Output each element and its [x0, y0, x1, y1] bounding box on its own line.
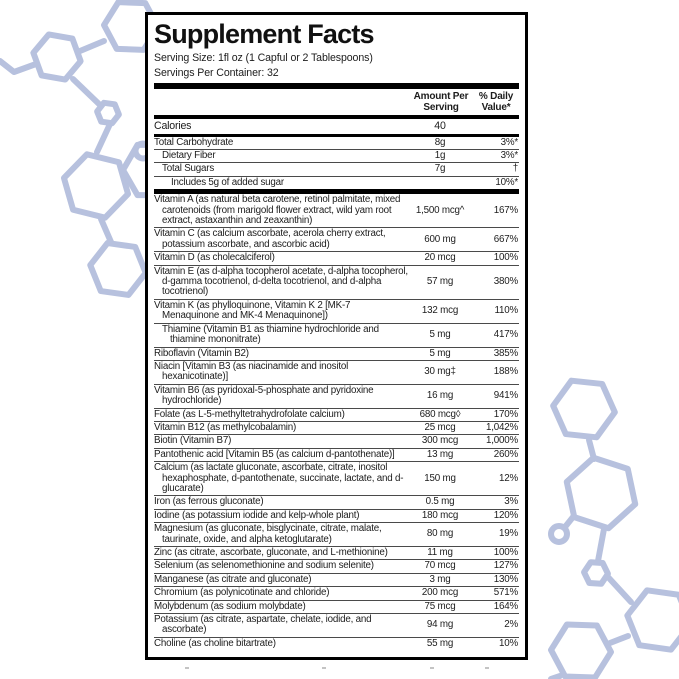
- nutrient-name: Vitamin D (as cholecalciferol): [154, 252, 275, 264]
- nutrient-dv: †: [512, 163, 518, 175]
- nutrient-dv: 260%: [493, 448, 518, 460]
- table-row: [154, 461, 519, 495]
- nutrient-name: Magnesium (as gluconate, bisglycinate, citrate, malate, taurinate, oxide, and alpha ketoglutarate): [154, 523, 382, 545]
- nutrient-name: Dietary Fiber: [162, 150, 216, 161]
- nutrient-amount: 132 mcg: [421, 305, 459, 317]
- nutrient-dv: 120%: [493, 509, 518, 521]
- nutrient-dv: 19%: [498, 528, 518, 540]
- table-row: [154, 347, 519, 360]
- nutrient-amount: 11 mg: [427, 547, 453, 558]
- nutrient-dv: 941%: [493, 389, 518, 401]
- table-row: [154, 227, 519, 251]
- serving-size-text: Serving Size: 1fl oz (1 Capful or 2 Tablespoons): [154, 52, 373, 64]
- nutrient-name: Calories: [154, 120, 192, 133]
- table-row: [154, 421, 519, 434]
- nutrient-amount: 0.5 mg: [425, 496, 455, 508]
- nutrient-dv: 164%: [493, 600, 518, 612]
- nutrient-amount: 25 mcg: [424, 421, 456, 433]
- nutrient-amount: 94 mg: [426, 619, 454, 631]
- nutrient-name: Total Sugars: [162, 163, 215, 175]
- table-row: [154, 509, 519, 522]
- nutrient-dv: 3%: [504, 496, 518, 508]
- table-row: [154, 162, 519, 175]
- nutrient-amount: 180 mcg: [421, 509, 459, 521]
- daily-value-header: % Daily Value*: [478, 91, 514, 113]
- nutrient-name: Riboflavin (Vitamin B2): [154, 347, 249, 359]
- nutrient-amount: 150 mg: [424, 472, 456, 484]
- nutrient-amount: 20 mcg: [424, 252, 456, 264]
- table-row: [154, 559, 519, 572]
- nutrient-name: Vitamin B12 (as methylcobalamin): [154, 421, 297, 433]
- table-row: [154, 408, 519, 421]
- nutrient-dv: 417%: [493, 328, 518, 340]
- nutrient-dv: 167%: [493, 204, 518, 216]
- table-row: [154, 613, 519, 637]
- nutrient-name: Vitamin B6 (as pyridoxal-5-phosphate and pyridoxine hydrochloride): [154, 384, 374, 407]
- nutrient-amount: 1g: [434, 150, 446, 161]
- nutrient-name: Vitamin E (as d-alpha tocopherol acetate, d-alpha tocopherol, d-gamma tocotrienol, d-delta tocotrienol, and d-alpha tocotrienol): [154, 265, 408, 298]
- table-row: [154, 265, 519, 299]
- table-row: [154, 176, 519, 189]
- nutrient-dv: 667%: [493, 233, 518, 245]
- nutrient-amount: 70 mcg: [424, 560, 456, 572]
- nutrient-name: Folate (as L-5-methyltetrahydrofolate calcium): [154, 408, 345, 420]
- nutrient-amount: 8g: [434, 136, 446, 148]
- nutrient-dv: 3%*: [500, 136, 518, 148]
- nutrient-name: Chromium (as polynicotinate and chloride): [154, 587, 330, 599]
- nutrient-name: Niacin [Vitamin B3 (as niacinamide and inositol hexanicotinate)]: [154, 360, 349, 383]
- amount-per-serving-header: Amount Per Serving: [413, 91, 469, 113]
- nutrient-dv: 12%: [498, 472, 518, 484]
- nutrient-amount: 75 mcg: [424, 600, 456, 612]
- table-row: [154, 323, 519, 347]
- table-row: [154, 522, 519, 546]
- table-row: [154, 448, 519, 461]
- nutrient-dv: 127%: [493, 560, 518, 572]
- table-row: [154, 600, 519, 613]
- table-row: [154, 137, 519, 149]
- nutrient-name: Zinc (as citrate, ascorbate, gluconate, and L-methionine): [154, 547, 388, 558]
- nutrient-dv: 170%: [493, 408, 518, 420]
- nutrient-dv: 110%: [494, 305, 518, 317]
- nutrient-name: Total Carbohydrate: [154, 136, 234, 148]
- nutrient-name: Calcium (as lactate gluconate, ascorbate, citrate, inositol hexaphosphate, d-pantothenate, succinate, lactate, and d-glucarate): [154, 462, 404, 494]
- nutrient-dv: 385%: [493, 347, 518, 359]
- nutrient-amount: 1,500 mcg^: [415, 204, 465, 216]
- nutrient-name: Thiamine (Vitamin B1 as thiamine hydrochloride and thiamine mononitrate): [162, 323, 379, 346]
- table-row: [154, 251, 519, 264]
- nutrient-amount: 40: [434, 120, 446, 133]
- nutrient-dv: 188%: [493, 366, 518, 378]
- nutrient-amount: 55 mg: [426, 637, 454, 649]
- nutrient-name: Iron (as ferrous gluconate): [154, 496, 264, 508]
- nutrient-amount: 13 mg: [426, 448, 454, 460]
- calories-row: [154, 119, 519, 133]
- nutrient-name: Vitamin A (as natural beta carotene, retinol palmitate, mixed carotenoids (from marigold flower extract, wild yam root extract, astaxanthin and zeaxanthin): [154, 194, 401, 227]
- nutrient-amount: 16 mg: [426, 389, 454, 401]
- table-row: [154, 360, 519, 384]
- column-header-row: [154, 89, 519, 115]
- nutrient-name: Includes 5g of added sugar: [171, 176, 284, 188]
- nutrient-name: Iodine (as potassium iodide and kelp-whole plant): [154, 509, 360, 521]
- nutrient-name: Selenium (as selenomethionine and sodium selenite): [154, 560, 374, 572]
- nutrient-amount: 680 mcg◊: [419, 408, 461, 420]
- nutrient-name: Potassium (as citrate, aspartate, chelate, iodide, and ascorbate): [154, 614, 372, 636]
- table-row: [154, 546, 519, 559]
- table-row: [154, 194, 519, 227]
- nutrient-dv: 10%: [498, 637, 518, 649]
- nutrient-name: Pantothenic acid [Vitamin B5 (as calcium d-pantothenate)]: [154, 448, 395, 460]
- nutrient-amount: 200 mcg: [421, 587, 459, 599]
- nutrient-dv: 1,000%: [485, 435, 518, 447]
- nutrient-name: Choline (as choline bitartrate): [154, 637, 276, 649]
- nutrient-name: Molybdenum (as sodium molybdate): [154, 600, 306, 612]
- nutrient-dv: 130%: [493, 573, 518, 585]
- nutrient-amount: 600 mg: [424, 233, 456, 245]
- nutrient-dv: 2%: [504, 619, 518, 631]
- servings-per-container-text: Servings Per Container: 32: [154, 67, 279, 79]
- nutrient-amount: 5 mg: [429, 347, 451, 359]
- panel-title: Supplement Facts: [154, 19, 374, 49]
- table-row: [154, 384, 519, 408]
- nutrient-name: Biotin (Vitamin B7): [154, 435, 232, 447]
- nutrient-dv: 380%: [493, 276, 518, 288]
- nutrient-dv: 100%: [493, 547, 518, 558]
- table-row: [154, 586, 519, 599]
- table-row: [154, 573, 519, 586]
- supplement-facts-panel: [145, 12, 528, 660]
- table-row: [154, 299, 519, 323]
- nutrient-dv: 10%*: [495, 176, 518, 188]
- table-row: [154, 495, 519, 508]
- nutrient-amount: 5 mg: [429, 328, 451, 340]
- table-row: [154, 149, 519, 162]
- nutrient-amount: 7g: [434, 163, 446, 175]
- nutrient-dv: 100%: [493, 252, 518, 264]
- table-row: [154, 637, 519, 650]
- nutrient-dv: 3%*: [500, 150, 518, 161]
- nutrient-amount: 3 mg: [429, 573, 451, 585]
- nutrient-amount: 30 mg‡: [424, 366, 456, 378]
- table-row: [154, 434, 519, 447]
- nutrient-name: Manganese (as citrate and gluconate): [154, 573, 312, 585]
- vitamin-mineral-section: [154, 194, 519, 650]
- nutrient-amount: 57 mg: [426, 276, 454, 288]
- nutrient-amount: 80 mg: [426, 528, 454, 540]
- carbohydrate-section: [154, 137, 519, 190]
- nutrient-dv: 571%: [493, 587, 518, 599]
- nutrient-name: Vitamin C (as calcium ascorbate, acerola cherry extract, potassium ascorbate, and ascorbic acid): [154, 228, 386, 250]
- nutrient-dv: 1,042%: [485, 421, 518, 433]
- nutrient-amount: 300 mcg: [421, 435, 459, 447]
- nutrient-name: Vitamin K (as phylloquinone, Vitamin K 2 [MK-7 Menaquinone and MK-4 Menaquinone]): [154, 299, 351, 322]
